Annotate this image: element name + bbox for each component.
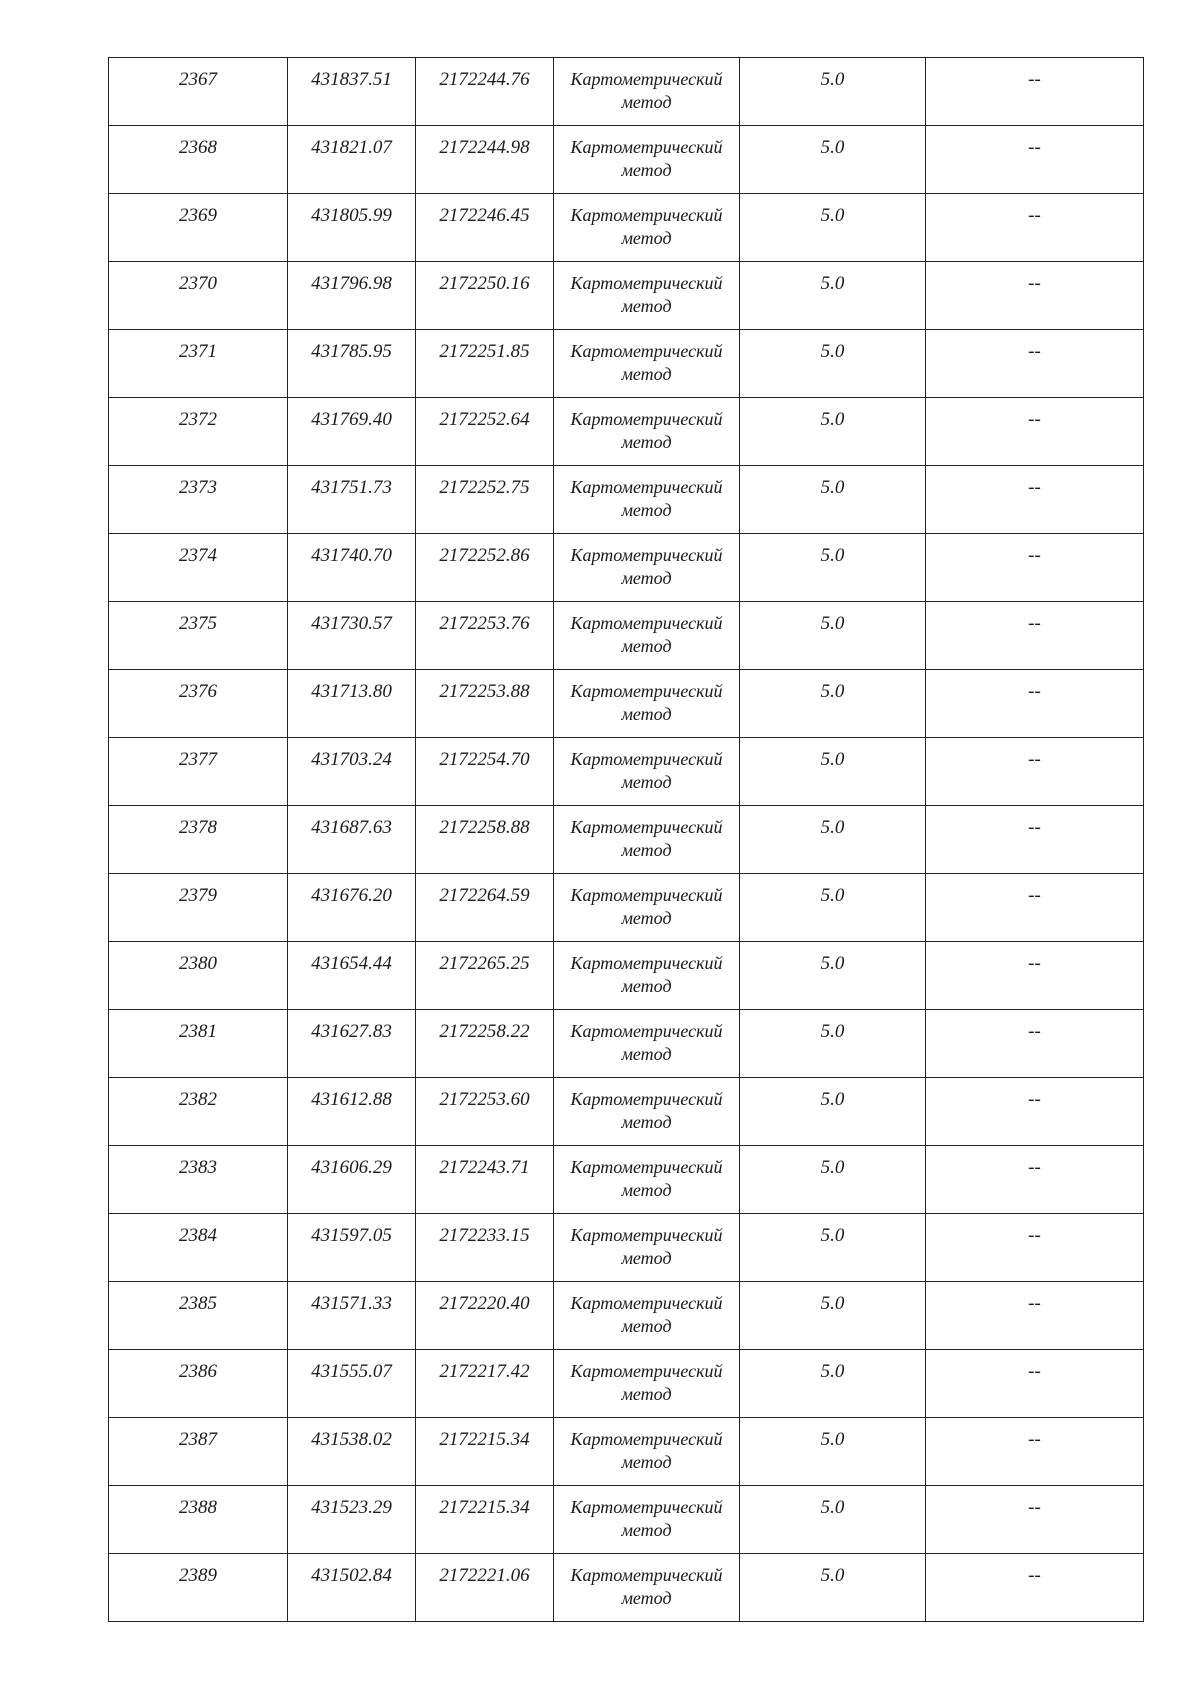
- point-number-cell: 2389: [109, 1554, 288, 1622]
- accuracy-cell: 5.0: [740, 806, 926, 874]
- method-line-2: метод: [621, 1316, 672, 1336]
- note-cell: --: [926, 1214, 1144, 1282]
- x-coordinate-cell: 431703.24: [288, 738, 416, 806]
- accuracy-cell: 5.0: [740, 262, 926, 330]
- table-row: [109, 1010, 1144, 1078]
- method-cell: [554, 670, 740, 738]
- method-line-2: метод: [621, 568, 672, 588]
- x-coordinate-cell: 431654.44: [288, 942, 416, 1010]
- method-line-1: Картометрический: [570, 69, 723, 89]
- point-number-cell: 2373: [109, 466, 288, 534]
- x-coordinate-cell: 431713.80: [288, 670, 416, 738]
- method-line-2: метод: [621, 704, 672, 724]
- method-line-1: Картометрический: [570, 1157, 723, 1177]
- point-number-cell: 2383: [109, 1146, 288, 1214]
- accuracy-cell: 5.0: [740, 874, 926, 942]
- note-cell: --: [926, 1486, 1144, 1554]
- x-coordinate-cell: 431805.99: [288, 194, 416, 262]
- method-line-2: метод: [621, 500, 672, 520]
- note-cell: --: [926, 1554, 1144, 1622]
- method-line-1: Картометрический: [570, 953, 723, 973]
- note-cell: --: [926, 398, 1144, 466]
- y-coordinate-cell: 2172265.25: [416, 942, 554, 1010]
- table-row: [109, 1350, 1144, 1418]
- coordinates-table: [108, 57, 1144, 1622]
- y-coordinate-cell: 2172244.76: [416, 58, 554, 126]
- x-coordinate-cell: 431612.88: [288, 1078, 416, 1146]
- method-line-2: метод: [621, 1044, 672, 1064]
- point-number-cell: 2374: [109, 534, 288, 602]
- method-line-1: Картометрический: [570, 205, 723, 225]
- method-line-2: метод: [621, 1588, 672, 1608]
- point-number-cell: 2367: [109, 58, 288, 126]
- method-line-1: Картометрический: [570, 545, 723, 565]
- x-coordinate-cell: 431796.98: [288, 262, 416, 330]
- note-cell: --: [926, 874, 1144, 942]
- x-coordinate-cell: 431785.95: [288, 330, 416, 398]
- note-cell: --: [926, 1010, 1144, 1078]
- method-line-1: Картометрический: [570, 749, 723, 769]
- method-line-1: Картометрический: [570, 817, 723, 837]
- method-line-1: Картометрический: [570, 885, 723, 905]
- note-cell: --: [926, 1350, 1144, 1418]
- method-cell: [554, 602, 740, 670]
- method-line-1: Картометрический: [570, 477, 723, 497]
- method-line-2: метод: [621, 1248, 672, 1268]
- method-line-2: метод: [621, 296, 672, 316]
- accuracy-cell: 5.0: [740, 1418, 926, 1486]
- table-row: [109, 330, 1144, 398]
- table-row: [109, 126, 1144, 194]
- y-coordinate-cell: 2172215.34: [416, 1486, 554, 1554]
- table-row: [109, 1282, 1144, 1350]
- x-coordinate-cell: 431555.07: [288, 1350, 416, 1418]
- x-coordinate-cell: 431571.33: [288, 1282, 416, 1350]
- x-coordinate-cell: 431606.29: [288, 1146, 416, 1214]
- method-line-2: метод: [621, 92, 672, 112]
- note-cell: --: [926, 466, 1144, 534]
- accuracy-cell: 5.0: [740, 1554, 926, 1622]
- y-coordinate-cell: 2172252.64: [416, 398, 554, 466]
- y-coordinate-cell: 2172254.70: [416, 738, 554, 806]
- accuracy-cell: 5.0: [740, 1350, 926, 1418]
- x-coordinate-cell: 431821.07: [288, 126, 416, 194]
- note-cell: --: [926, 330, 1144, 398]
- method-line-1: Картометрический: [570, 341, 723, 361]
- y-coordinate-cell: 2172250.16: [416, 262, 554, 330]
- table-row: [109, 398, 1144, 466]
- x-coordinate-cell: 431837.51: [288, 58, 416, 126]
- method-line-2: метод: [621, 1452, 672, 1472]
- x-coordinate-cell: 431502.84: [288, 1554, 416, 1622]
- note-cell: --: [926, 262, 1144, 330]
- method-cell: [554, 330, 740, 398]
- method-line-1: Картометрический: [570, 1565, 723, 1585]
- table-row: [109, 262, 1144, 330]
- accuracy-cell: 5.0: [740, 1146, 926, 1214]
- note-cell: --: [926, 806, 1144, 874]
- y-coordinate-cell: 2172243.71: [416, 1146, 554, 1214]
- table-row: [109, 194, 1144, 262]
- method-line-1: Картометрический: [570, 1429, 723, 1449]
- method-line-2: метод: [621, 976, 672, 996]
- method-line-2: метод: [621, 772, 672, 792]
- y-coordinate-cell: 2172258.88: [416, 806, 554, 874]
- point-number-cell: 2380: [109, 942, 288, 1010]
- point-number-cell: 2385: [109, 1282, 288, 1350]
- x-coordinate-cell: 431740.70: [288, 534, 416, 602]
- note-cell: --: [926, 602, 1144, 670]
- point-number-cell: 2376: [109, 670, 288, 738]
- y-coordinate-cell: 2172246.45: [416, 194, 554, 262]
- accuracy-cell: 5.0: [740, 330, 926, 398]
- point-number-cell: 2384: [109, 1214, 288, 1282]
- method-line-2: метод: [621, 1520, 672, 1540]
- table-row: [109, 1078, 1144, 1146]
- accuracy-cell: 5.0: [740, 1486, 926, 1554]
- accuracy-cell: 5.0: [740, 1282, 926, 1350]
- table-row: [109, 1214, 1144, 1282]
- method-line-1: Картометрический: [570, 613, 723, 633]
- accuracy-cell: 5.0: [740, 738, 926, 806]
- method-line-2: метод: [621, 160, 672, 180]
- accuracy-cell: 5.0: [740, 942, 926, 1010]
- method-line-1: Картометрический: [570, 273, 723, 293]
- x-coordinate-cell: 431730.57: [288, 602, 416, 670]
- y-coordinate-cell: 2172220.40: [416, 1282, 554, 1350]
- x-coordinate-cell: 431769.40: [288, 398, 416, 466]
- method-line-2: метод: [621, 1180, 672, 1200]
- method-cell: [554, 874, 740, 942]
- note-cell: --: [926, 1146, 1144, 1214]
- table-row: [109, 806, 1144, 874]
- method-cell: [554, 534, 740, 602]
- method-cell: [554, 1554, 740, 1622]
- method-line-1: Картометрический: [570, 137, 723, 157]
- y-coordinate-cell: 2172252.75: [416, 466, 554, 534]
- y-coordinate-cell: 2172253.88: [416, 670, 554, 738]
- point-number-cell: 2381: [109, 1010, 288, 1078]
- method-cell: [554, 1010, 740, 1078]
- method-cell: [554, 942, 740, 1010]
- point-number-cell: 2369: [109, 194, 288, 262]
- method-cell: [554, 466, 740, 534]
- x-coordinate-cell: 431676.20: [288, 874, 416, 942]
- method-cell: [554, 1486, 740, 1554]
- table-row: [109, 466, 1144, 534]
- accuracy-cell: 5.0: [740, 58, 926, 126]
- method-line-1: Картометрический: [570, 1497, 723, 1517]
- x-coordinate-cell: 431597.05: [288, 1214, 416, 1282]
- point-number-cell: 2379: [109, 874, 288, 942]
- y-coordinate-cell: 2172221.06: [416, 1554, 554, 1622]
- y-coordinate-cell: 2172251.85: [416, 330, 554, 398]
- x-coordinate-cell: 431751.73: [288, 466, 416, 534]
- method-line-2: метод: [621, 364, 672, 384]
- method-cell: [554, 806, 740, 874]
- method-cell: [554, 262, 740, 330]
- y-coordinate-cell: 2172252.86: [416, 534, 554, 602]
- y-coordinate-cell: 2172215.34: [416, 1418, 554, 1486]
- method-cell: [554, 126, 740, 194]
- accuracy-cell: 5.0: [740, 534, 926, 602]
- y-coordinate-cell: 2172253.60: [416, 1078, 554, 1146]
- method-cell: [554, 1146, 740, 1214]
- table-row: [109, 942, 1144, 1010]
- accuracy-cell: 5.0: [740, 670, 926, 738]
- y-coordinate-cell: 2172244.98: [416, 126, 554, 194]
- x-coordinate-cell: 431538.02: [288, 1418, 416, 1486]
- point-number-cell: 2388: [109, 1486, 288, 1554]
- point-number-cell: 2375: [109, 602, 288, 670]
- point-number-cell: 2377: [109, 738, 288, 806]
- x-coordinate-cell: 431687.63: [288, 806, 416, 874]
- method-line-2: метод: [621, 908, 672, 928]
- accuracy-cell: 5.0: [740, 602, 926, 670]
- x-coordinate-cell: 431523.29: [288, 1486, 416, 1554]
- table-row: [109, 1554, 1144, 1622]
- accuracy-cell: 5.0: [740, 466, 926, 534]
- accuracy-cell: 5.0: [740, 1078, 926, 1146]
- x-coordinate-cell: 431627.83: [288, 1010, 416, 1078]
- table-row: [109, 1146, 1144, 1214]
- note-cell: --: [926, 58, 1144, 126]
- accuracy-cell: 5.0: [740, 1010, 926, 1078]
- method-cell: [554, 1214, 740, 1282]
- table-row: [109, 534, 1144, 602]
- method-line-1: Картометрический: [570, 681, 723, 701]
- point-number-cell: 2378: [109, 806, 288, 874]
- table-row: [109, 1418, 1144, 1486]
- method-cell: [554, 1282, 740, 1350]
- method-line-1: Картометрический: [570, 1021, 723, 1041]
- note-cell: --: [926, 126, 1144, 194]
- point-number-cell: 2387: [109, 1418, 288, 1486]
- method-line-1: Картометрический: [570, 1293, 723, 1313]
- method-cell: [554, 398, 740, 466]
- table-row: [109, 602, 1144, 670]
- method-line-2: метод: [621, 1112, 672, 1132]
- method-line-1: Картометрический: [570, 1361, 723, 1381]
- note-cell: --: [926, 534, 1144, 602]
- method-line-1: Картометрический: [570, 1225, 723, 1245]
- method-line-1: Картометрический: [570, 409, 723, 429]
- table-row: [109, 874, 1144, 942]
- accuracy-cell: 5.0: [740, 126, 926, 194]
- method-line-2: метод: [621, 228, 672, 248]
- accuracy-cell: 5.0: [740, 194, 926, 262]
- y-coordinate-cell: 2172217.42: [416, 1350, 554, 1418]
- accuracy-cell: 5.0: [740, 398, 926, 466]
- note-cell: --: [926, 738, 1144, 806]
- y-coordinate-cell: 2172264.59: [416, 874, 554, 942]
- coordinates-table-body: [109, 58, 1144, 1622]
- method-line-2: метод: [621, 636, 672, 656]
- method-cell: [554, 194, 740, 262]
- y-coordinate-cell: 2172258.22: [416, 1010, 554, 1078]
- point-number-cell: 2386: [109, 1350, 288, 1418]
- point-number-cell: 2382: [109, 1078, 288, 1146]
- method-cell: [554, 58, 740, 126]
- point-number-cell: 2372: [109, 398, 288, 466]
- method-line-2: метод: [621, 840, 672, 860]
- note-cell: --: [926, 1078, 1144, 1146]
- note-cell: --: [926, 942, 1144, 1010]
- table-row: [109, 1486, 1144, 1554]
- accuracy-cell: 5.0: [740, 1214, 926, 1282]
- point-number-cell: 2370: [109, 262, 288, 330]
- method-line-2: метод: [621, 1384, 672, 1404]
- method-line-2: метод: [621, 432, 672, 452]
- method-cell: [554, 738, 740, 806]
- method-cell: [554, 1350, 740, 1418]
- note-cell: --: [926, 194, 1144, 262]
- table-row: [109, 58, 1144, 126]
- note-cell: --: [926, 1418, 1144, 1486]
- method-cell: [554, 1418, 740, 1486]
- note-cell: --: [926, 1282, 1144, 1350]
- point-number-cell: 2371: [109, 330, 288, 398]
- y-coordinate-cell: 2172253.76: [416, 602, 554, 670]
- method-line-1: Картометрический: [570, 1089, 723, 1109]
- table-row: [109, 670, 1144, 738]
- y-coordinate-cell: 2172233.15: [416, 1214, 554, 1282]
- method-cell: [554, 1078, 740, 1146]
- point-number-cell: 2368: [109, 126, 288, 194]
- note-cell: --: [926, 670, 1144, 738]
- table-row: [109, 738, 1144, 806]
